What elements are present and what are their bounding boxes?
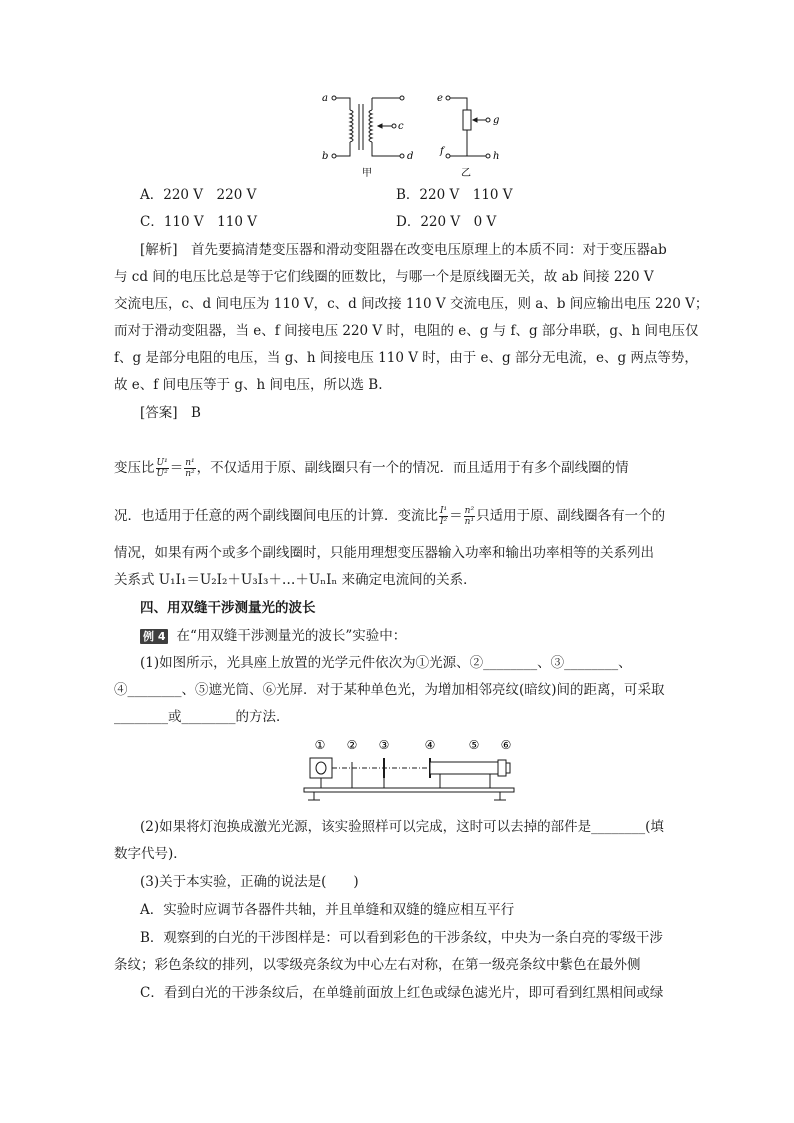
marker-2: ② <box>346 738 358 752</box>
fraction-current-n <box>464 506 475 527</box>
question-2-line-1: (2)如果将灯泡换成激光光源，该实验照样可以完成，这时可以去掉的部件是________(填 <box>140 819 664 835</box>
analysis-line-4: 而对于滑动变阻器，当 e、f 间接电压 220 V 时，电阻的 e、g 与 f、g 部分串联，g、h 间电压仅 <box>114 323 699 339</box>
label-c: c <box>398 121 404 132</box>
example-intro-line <box>140 627 710 645</box>
note-line-4: 关系式 U₁I₁＝U₂I₂＋U₃I₃＋…＋UₙIₙ 来确定电流间的关系． <box>114 572 477 588</box>
analysis-line-3: 交流电压，c、d 间电压为 110 V，c、d 间改接 110 V 交流电压，则 a、b 间应输出电压 220 V； <box>114 296 709 312</box>
label-b: b <box>322 151 329 162</box>
note-suffix-2: 只适用于原、副线圈各有一个的 <box>476 508 666 524</box>
note-line-3: 情况，如果有两个或多个副线圈时，只能用理想变压器输入功率和输出功率相等的关系列出 <box>114 545 654 561</box>
question-1-line-3: ________或________的方法． <box>114 709 290 725</box>
transformer-diagram <box>332 96 404 158</box>
question-1-line-1: (1)如图所示，光具座上放置的光学元件依次为①光源、②________、③________、 <box>140 655 632 671</box>
fraction-current-i <box>439 506 448 527</box>
frac-n2b: n² <box>464 506 475 516</box>
option-b: B．220 V 110 V <box>396 187 513 203</box>
caption-yi: 乙 <box>461 168 471 179</box>
frac-i1: I¹ <box>440 506 448 516</box>
caption-jia: 甲 <box>362 168 372 179</box>
frac-u1: U¹ <box>156 458 168 468</box>
question-3: (3)关于本实验，正确的说法是( ) <box>140 874 359 890</box>
fraction-voltage-n <box>184 458 195 479</box>
example-intro: 在“用双缝干涉测量光的波长”实验中： <box>176 628 407 644</box>
option-c: C．110 V 110 V <box>140 214 257 230</box>
analysis-line-2: 与 cd 间的电压比总是等于它们线圈的匝数比，与哪一个是原线圈无关，故 ab 间接 220 V <box>114 269 654 285</box>
marker-1: ① <box>314 738 326 752</box>
section-title: 四、用双缝干涉测量光的波长 <box>140 600 316 616</box>
label-f: f <box>440 146 444 157</box>
frac-n1b: n¹ <box>464 517 475 527</box>
question-3-option-b-line-1: B．观察到的白光的干涉图样是：可以看到彩色的干涉条纹，中央为一条白亮的零级干涉 <box>140 930 663 946</box>
analysis-line-6: 故 e、f 间电压等于 g、h 间电压，所以选 B. <box>114 377 383 393</box>
marker-4: ④ <box>424 738 436 752</box>
question-1-line-2: ④________、⑤遮光筒、⑥光屏．对于某种单色光，为增加相邻亮纹(暗纹)间的距离，可采取 <box>114 682 665 698</box>
fraction-voltage-u <box>156 458 169 479</box>
circuit-figure <box>310 88 520 180</box>
optical-bench-figure <box>300 734 520 804</box>
marker-3: ③ <box>378 738 390 752</box>
label-g: g <box>493 115 500 126</box>
example-badge: 例 4 <box>140 629 168 644</box>
note-line-2: 况．也适用于任意的两个副线圈间电压的计算．变流比 $\frac{\text{I¹}}{\text{I²}}$ ＝ $\frac{\text{n²}}{\text{n¹}}$ 只适用于原、副线圈各有一个的 <box>114 506 666 527</box>
label-e: e <box>437 93 443 104</box>
option-d: D．220 V 0 V <box>396 214 497 230</box>
frac-u2: U² <box>156 469 168 479</box>
answer: [答案] B <box>140 405 201 421</box>
question-3-option-c: C．看到白光的干涉条纹后，在单缝前面放上红色或绿色滤光片，即可看到红黑相间或绿 <box>140 985 664 1001</box>
analysis-line-5: f、g 是部分电阻的电压，当 g、h 间接电压 110 V 时，由于 e、g 部分无电流，e、g 两点等势， <box>114 350 698 366</box>
frac-n1: n¹ <box>185 458 195 468</box>
option-a: A．220 V 220 V <box>140 187 257 203</box>
note-suffix-1: ，不仅适用于原、副线圈只有一个的情况．而且适用于有多个副线圈的情 <box>196 460 629 476</box>
rheostat-diagram <box>446 96 490 158</box>
label-a: a <box>322 93 328 104</box>
marker-5: ⑤ <box>468 738 480 752</box>
question-3-option-a: A．实验时应调节各器件共轴，并且单缝和双缝的缝应相互平行 <box>140 902 515 918</box>
label-h: h <box>493 151 500 162</box>
frac-i2: I² <box>440 517 448 527</box>
question-2-line-2: 数字代号)． <box>114 846 187 862</box>
note-prefix-1: 变压比 <box>114 460 155 476</box>
analysis-line-1: [解析] 首先要搞清楚变压器和滑动变阻器在改变电压原理上的本质不同：对于变压器ab <box>140 242 667 258</box>
marker-6: ⑥ <box>500 738 512 752</box>
note-line-1: 变压比 $\frac{\text{U¹}}{\text{U²}}$ ＝ $\frac{\text{n¹}}{\text{n²}}$ ，不仅适用于原、副线圈只有一个的情况．而且适用于有多个副线圈的情 <box>114 458 629 479</box>
note-prefix-2: 况．也适用于任意的两个副线圈间电压的计算．变流比 <box>114 508 438 524</box>
label-d: d <box>407 151 414 162</box>
question-3-option-b-line-2: 条纹；彩色条纹的排列，以零级亮条纹为中心左右对称，在第一级亮条纹中紫色在最外侧 <box>114 957 641 973</box>
frac-n2: n² <box>185 469 195 479</box>
